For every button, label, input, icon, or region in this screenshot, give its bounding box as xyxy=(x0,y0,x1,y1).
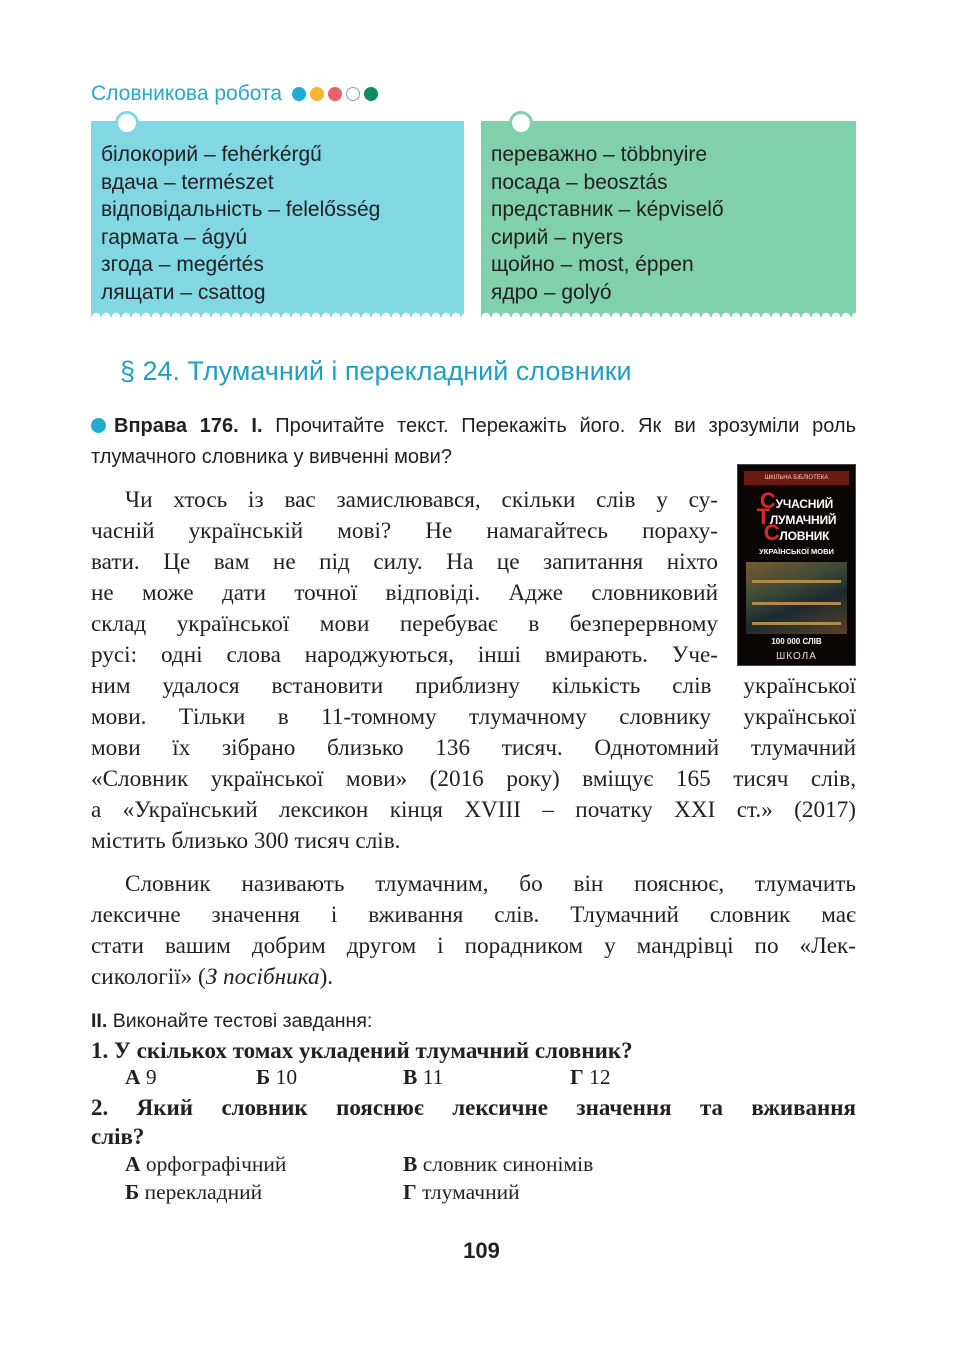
option-key: В xyxy=(403,1152,418,1176)
text-line: вати. Це вам не під силу. На це запитання ніхто xyxy=(91,549,718,575)
text-fragment: сикології» ( xyxy=(91,964,206,990)
vocab-item: щойно – most, éppen xyxy=(491,253,694,277)
q2-option xyxy=(125,1178,262,1207)
cover-title xyxy=(742,488,851,545)
cover-publisher: ШКОЛА xyxy=(776,651,817,662)
dot-icon xyxy=(328,87,342,101)
dot-icon xyxy=(346,87,360,101)
text-line: не може дати точної відповіді. Адже словниковий xyxy=(91,580,718,606)
option-key: Г xyxy=(403,1180,417,1204)
option-text: орфографічний xyxy=(145,1152,287,1176)
tasks-heading xyxy=(91,1010,372,1033)
vocab-item: представник – képviselő xyxy=(491,198,724,222)
vocab-item: білокорий – fehérkérgű xyxy=(101,143,322,166)
text-line: склад української мови перебуває в безперервному xyxy=(91,611,718,637)
vocab-item: гармата – ágyú xyxy=(101,225,248,249)
pin-icon xyxy=(509,111,533,135)
cover-title-cap: С xyxy=(763,520,780,545)
vocab-item: переважно – többnyire xyxy=(491,143,708,166)
option-text: 12 xyxy=(589,1065,611,1089)
option-key: А xyxy=(125,1152,141,1176)
text-line: а «Український лексикон кінця XVIII – початку XXI ст.» (2017) xyxy=(91,797,856,823)
text-line xyxy=(91,962,856,993)
cover-title-rest: УЧАСНИЙ xyxy=(775,497,834,511)
option-key: А xyxy=(125,1065,141,1089)
q2-option xyxy=(403,1178,520,1207)
text-line: лексичне значення і вживання слів. Тлумачний словник має xyxy=(91,902,856,928)
text-line: Чи хтось із вас замислювався, скільки слів у су- xyxy=(125,487,718,513)
cover-subtitle: УКРАЇНСЬКОЇ МОВИ xyxy=(759,547,834,556)
text-line: «Словник української мови» (2016 року) вміщує 165 тисяч слів, xyxy=(91,766,856,792)
bullet-icon xyxy=(91,418,106,433)
vocab-item: посада – beosztás xyxy=(491,170,668,194)
text-line: Словник називають тлумачним, бо він пояснює, тлумачить xyxy=(125,871,856,897)
question-1: 1. У скількох томах укладений тлумачний словник? xyxy=(91,1038,633,1063)
tasks-part: ІІ. xyxy=(91,1010,108,1032)
book-cover-image xyxy=(737,464,856,666)
option-key: Г xyxy=(570,1065,584,1089)
option-key: Б xyxy=(125,1180,140,1204)
decorative-dots xyxy=(292,87,378,101)
exercise-text: Прочитайте текст. Перекажіть його. Як ви зрозуміли роль тлумачного словника у вивченні мови? xyxy=(91,415,857,468)
vocab-item: сирий – nyers xyxy=(491,225,624,249)
option-key: В xyxy=(403,1065,418,1089)
cover-photo xyxy=(746,562,847,634)
cover-title-rest: ЛУМАЧНИЙ xyxy=(769,513,837,527)
vocab-card-left xyxy=(91,121,464,311)
q1-option xyxy=(256,1063,297,1092)
vocab-heading xyxy=(91,82,378,106)
cover-series: ШКІЛЬНА БІБЛІОТЕКА xyxy=(764,475,829,481)
question-2-cont: слів? xyxy=(91,1124,145,1149)
page-number: 109 xyxy=(463,1238,500,1263)
option-text: 11 xyxy=(422,1065,444,1089)
text-line: мови. Тільки в 11-томному тлумачному словнику української xyxy=(91,704,856,730)
text-line: містить близько 300 тисяч слів. xyxy=(91,828,401,854)
dot-icon xyxy=(310,87,324,101)
exercise-part: І. xyxy=(251,415,263,437)
text-line: мови їх зібрано близько 136 тисяч. Однотомний тлумачний xyxy=(91,735,856,761)
source-reference: З посібника xyxy=(205,964,320,990)
cover-word-count: 100 000 СЛІВ xyxy=(771,637,822,646)
option-text: перекладний xyxy=(144,1180,263,1204)
dot-icon xyxy=(292,87,306,101)
option-text: тлумачний xyxy=(422,1180,520,1204)
cover-title-cap: Т xyxy=(756,504,770,529)
text-line: русі: одні слова народжуються, інші вмирають. Уче- xyxy=(91,642,718,668)
text-fragment: ). xyxy=(319,964,334,990)
exercise-label: Вправа 176. xyxy=(114,415,239,437)
tasks-heading-text: Виконайте тестові завдання: xyxy=(112,1010,373,1032)
vocab-item: згода – megértés xyxy=(101,253,264,277)
text-line: стати вашим добрим другом і порадником у мандрівці по «Лек- xyxy=(91,933,856,959)
text-line: часній українській мові? Не намагайтесь пораху- xyxy=(91,518,718,544)
vocab-item: вдача – természet xyxy=(101,170,274,194)
text-line: ним удалося встановити приблизну кількість слів української xyxy=(91,673,856,699)
q2-option xyxy=(125,1150,286,1179)
q1-option xyxy=(403,1063,443,1092)
cover-title-rest: ЛОВНИК xyxy=(779,529,830,543)
option-text: словник синонімів xyxy=(422,1152,594,1176)
section-title: § 24. Тлумачний і перекладний словники xyxy=(120,356,632,386)
q1-option xyxy=(125,1063,157,1092)
vocab-item: ядро – golyó xyxy=(491,280,612,304)
vocab-item: відповідальність – felelősség xyxy=(101,198,381,222)
cover-series-band xyxy=(744,471,849,485)
vocab-card-right xyxy=(481,121,856,311)
q2-option xyxy=(403,1150,593,1179)
option-text: 10 xyxy=(275,1065,298,1089)
option-text: 9 xyxy=(145,1065,157,1089)
vocab-heading-label: Словникова робота xyxy=(91,82,283,105)
question-2: 2. Який словник пояснює лексичне значення та вживання xyxy=(91,1095,856,1120)
vocab-item: лящати – csattog xyxy=(101,280,266,304)
q1-option xyxy=(570,1063,611,1092)
pin-icon xyxy=(115,111,139,135)
dot-icon xyxy=(364,87,378,101)
cover-title-cap: С xyxy=(759,488,776,513)
option-key: Б xyxy=(256,1065,271,1089)
